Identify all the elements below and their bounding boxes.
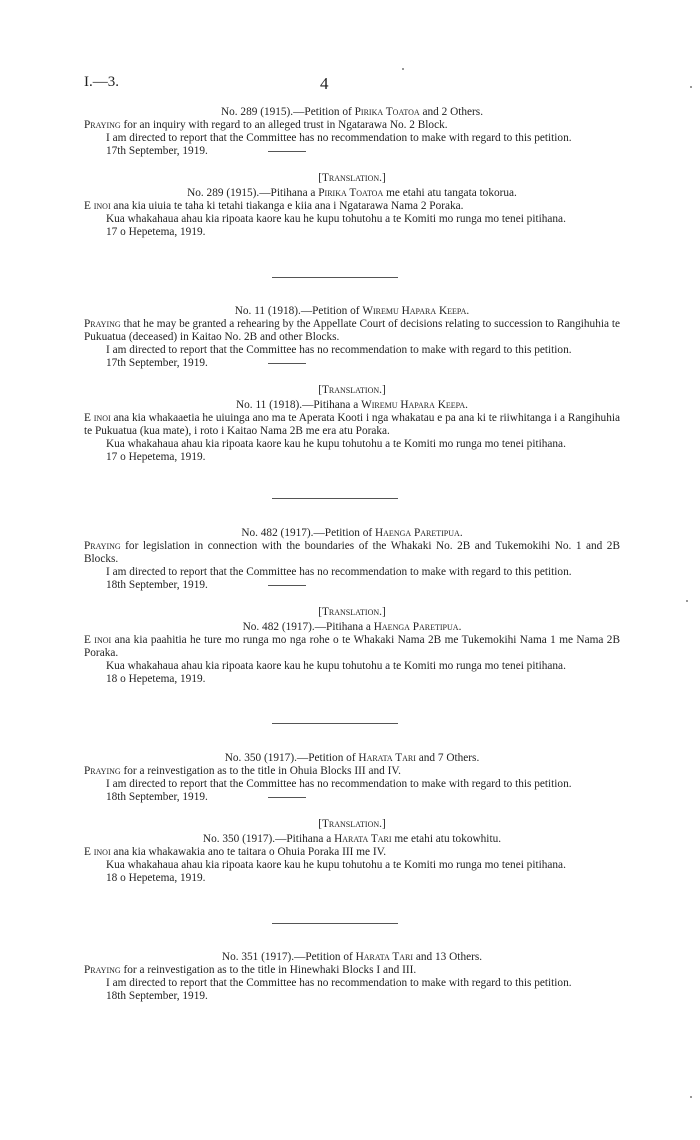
committee-report: I am directed to report that the Committee has no recommendation to make with regard to this petition. [106,344,572,356]
petition-title: No. 11 (1918).—Petition of Wiremu Hapara Keepa. [234,305,470,317]
page-header [84,74,616,94]
translated-prayer: E inoi ana kia uiuia te taha ki tetahi tiakanga e kiia ana i Ngatarawa Nama 2 Poraka. [84,200,464,212]
translation-heading: [Translation.] [318,384,386,396]
petitioner-name: Wiremu Hapara Keepa [361,399,466,411]
scan-speck [690,86,692,88]
petition-title: No. 482 (1917).—Petition of Haenga Paretipua. [241,527,463,539]
section-divider [272,723,398,724]
short-divider [268,363,306,364]
petitioner-name: Harata Tari [334,833,392,845]
translated-prayer: E inoi ana kia whakaaetia he uiuinga ano ma te Aperata Kooti i nga whakatau e pa ana ki te riiwhitanga i a Rangihuhia te Pukuatua (kua mate), i roto i Kaitao Nama 2B me era atu Poraka. [84,412,621,437]
translated-report: Kua whakahaua ahau kia ripoata kaore kau he kupu tohutohu a te Komiti mo runga mo tenei pitihana. [106,660,566,672]
petition-prayer: Praying for an inquiry with regard to an alleged trust in Ngatarawa No. 2 Block. [84,119,448,131]
short-divider [268,585,306,586]
translation-heading: [Translation.] [318,818,386,830]
translated-title: No. 482 (1917).—Pitihana a Haenga Paretipua. [242,621,462,633]
translated-prayer: E inoi ana kia paahitia he ture mo runga mo nga rohe o te Whakaki Nama 2B me Tukemokihi Nama 1 me Nama 2B Poraka. [84,634,620,659]
short-divider [268,797,306,798]
petition-title: No. 350 (1917).—Petition of Harata Tari and 7 Others. [224,752,480,764]
report-date: 18th September, 1919. [84,579,620,592]
petitioner-name: Haenga Paretipua [373,621,459,633]
translated-date: 18 o Hepetema, 1919. [106,872,206,884]
report-date: 18th September, 1919. [106,990,208,1002]
petition-entry [84,951,620,1003]
petitioner-name: Wiremu Hapara Keepa [362,305,467,317]
translated-prayer: E inoi ana kia whakawakia ano te taitara o Ohuia Poraka III me IV. [84,846,387,858]
translated-date: 17 o Hepetema, 1919. [106,226,206,238]
section-divider [272,277,398,278]
petitioner-name: Haenga Paretipua [375,527,460,539]
committee-report: I am directed to report that the Committee has no recommendation to make with regard to this petition. [106,566,572,578]
translated-date: 17 o Hepetema, 1919. [106,451,206,463]
committee-report: I am directed to report that the Committee has no recommendation to make with regard to this petition. [106,778,572,790]
report-date: 18th September, 1919. [84,791,620,804]
report-date: 17th September, 1919. [84,357,620,370]
petitioner-name: Pirika Toatoa [318,187,384,199]
petitioner-name: Harata Tari [355,951,414,963]
petition-entry [84,752,620,885]
translation-heading: [Translation.] [318,606,386,618]
petition-entry [84,106,620,239]
petitioner-name: Pirika Toatoa [354,106,420,118]
petition-title: No. 289 (1915).—Petition of Pirika Toatoa and 2 Others. [220,106,484,118]
committee-report: I am directed to report that the Committee has no recommendation to make with regard to this petition. [106,977,572,989]
scan-speck [402,68,404,70]
petition-prayer: Praying for legislation in connection with the boundaries of the Whakaki No. 2B and Tukemokihi No. 1 and 2B Blocks. [84,540,620,565]
translated-date: 18 o Hepetema, 1919. [106,673,206,685]
translated-report: Kua whakahaua ahau kia ripoata kaore kau he kupu tohutohu a te Komiti mo runga mo tenei pitihana. [106,438,566,450]
document-reference: I.—3. [84,74,119,90]
section-divider [272,923,398,924]
section-divider [272,498,398,499]
page-number: 4 [320,74,329,93]
petition-prayer: Praying for a reinvestigation as to the title in Hinewhaki Blocks I and III. [84,964,417,976]
translated-title: No. 11 (1918).—Pitihana a Wiremu Hapara Keepa. [236,399,468,411]
translation-heading: [Translation.] [318,172,386,184]
translated-title: No. 289 (1915).—Pitihana a Pirika Toatoa me etahi atu tangata tokorua. [187,187,517,199]
petition-prayer: Praying for a reinvestigation as to the title in Ohuia Blocks III and IV. [84,765,401,777]
petitioner-name: Harata Tari [358,752,416,764]
committee-report: I am directed to report that the Committee has no recommendation to make with regard to this petition. [106,132,572,144]
translated-report: Kua whakahaua ahau kia ripoata kaore kau he kupu tohutohu a te Komiti mo runga mo tenei pitihana. [106,213,566,225]
translated-report: Kua whakahaua ahau kia ripoata kaore kau he kupu tohutohu a te Komiti mo runga mo tenei pitihana. [106,859,566,871]
translated-title: No. 350 (1917).—Pitihana a Harata Tari me etahi atu tokowhitu. [202,833,502,845]
petition-prayer: Praying that he may be granted a rehearing by the Appellate Court of decisions relating to succession to Rangihuhia te Pukuatua (deceased) in Kaitao No. 2B and other Blocks. [84,318,620,343]
short-divider [268,151,306,152]
petition-entry [84,305,620,464]
scan-speck [690,1096,692,1098]
report-date: 17th September, 1919. [84,145,620,158]
petition-title: No. 351 (1917).—Petition of Harata Tari and 13 Others. [221,951,483,963]
petition-entry [84,527,620,686]
scan-speck [686,600,688,602]
